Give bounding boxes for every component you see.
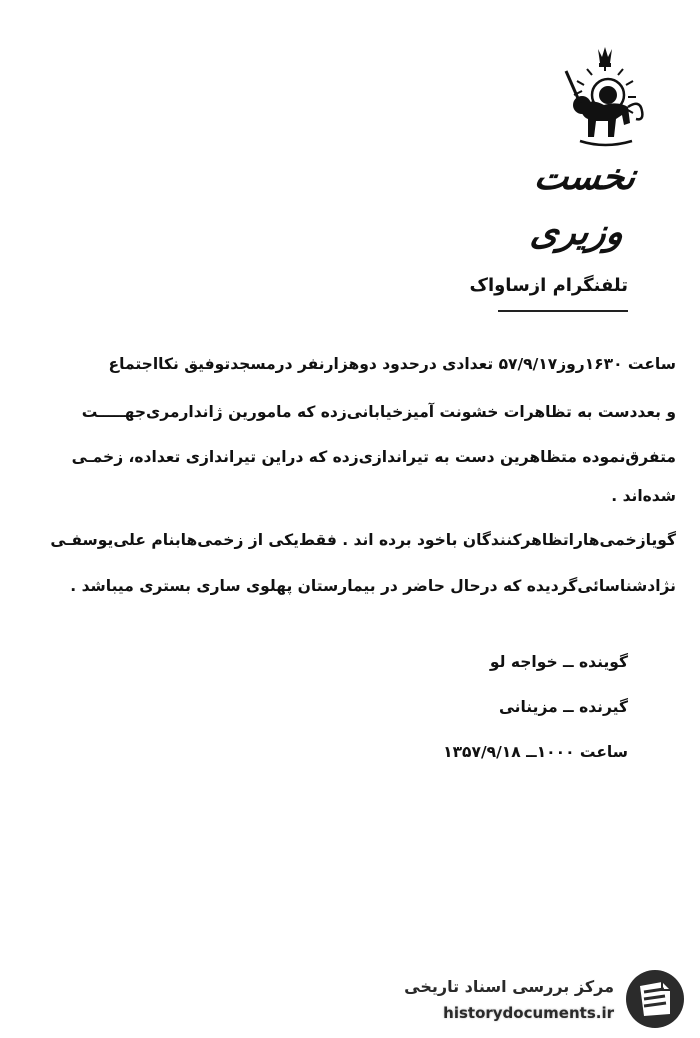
document-seal-icon bbox=[624, 968, 686, 1030]
body-line: متفرق‌نموده متظاهرین دست به تیراندازی‌زده که دراین تیراندازی تعداده، زخمـی bbox=[71, 448, 676, 466]
lion-and-sun-emblem-icon bbox=[560, 45, 650, 155]
body-line: و بعددست به تظاهرات خشونت آمیزخیابانی‌زده که مامورین ژاندارمری‌جهـــــت bbox=[81, 403, 676, 421]
receiver-line: گیرنده ــ مزینانی bbox=[498, 698, 628, 716]
archive-watermark bbox=[386, 966, 686, 1032]
time-line: ساعت ۱۰۰۰ــ ۱۳۵۷/۹/۱۸ bbox=[443, 743, 628, 761]
body-line: نژادشناسائی‌گردیده که درحال حاضر در بیمارستان پهلوی ساری بستری میباشد . bbox=[70, 577, 676, 595]
body-line: ساعت ۱۶۳۰روز۵۷/۹/۱۷ تعدادی درحدود دوهزارنفر درمسجدتوفیق نکااجتماع bbox=[108, 355, 676, 373]
letterhead-office-name: نخست وزیری bbox=[527, 156, 639, 253]
title-underline bbox=[498, 310, 628, 312]
document-title-block bbox=[470, 272, 628, 300]
archive-name: مرکز بررسی اسناد تاریخی bbox=[404, 977, 614, 996]
sender-line: گوینده ــ خواجه لو bbox=[489, 653, 628, 671]
document-title: تلفنگرام ازساواک bbox=[469, 275, 628, 296]
archive-website: historydocuments.ir bbox=[443, 1004, 614, 1022]
body-line: گویازخمی‌هاراتظاهرکنندگان باخود برده اند . فقط‌یکی از زخمی‌هابنام علی‌یوسفـی bbox=[50, 531, 676, 549]
body-line: شده‌اند . bbox=[611, 487, 676, 505]
